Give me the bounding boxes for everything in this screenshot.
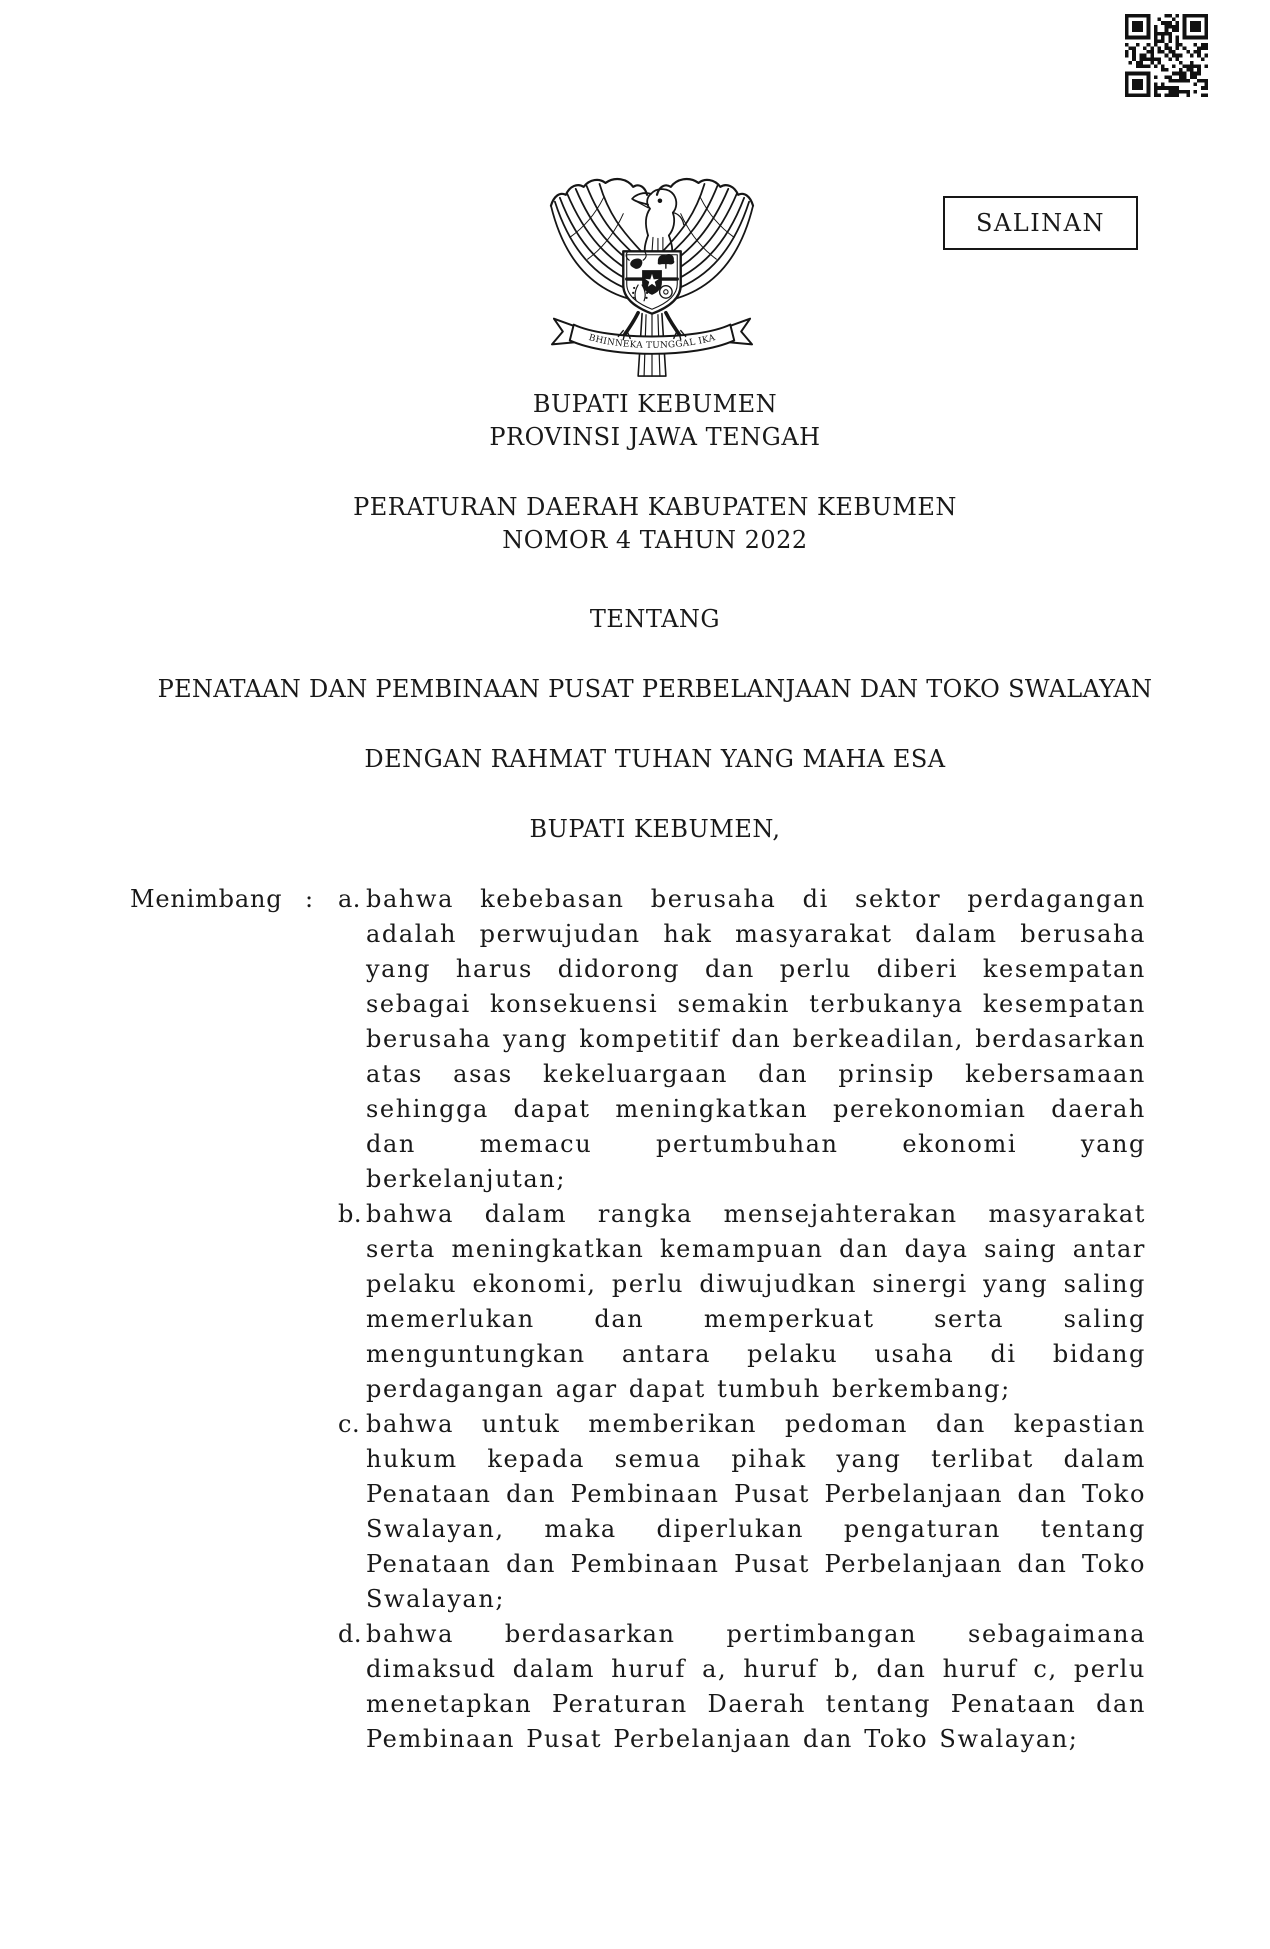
considering-list: [338, 882, 1146, 1757]
letterhead-province: PROVINSI JAWA TENGAH: [489, 423, 821, 451]
considering-label: Menimbang: [130, 885, 283, 913]
considering-item: [338, 1407, 1146, 1617]
item-marker: b.: [338, 1200, 362, 1228]
garuda-pancasila-emblem: [546, 176, 758, 386]
regulation-name: PERATURAN DAERAH KABUPATEN KEBUMEN: [353, 493, 957, 521]
item-marker: d.: [338, 1620, 362, 1648]
item-text: bahwa kebebasan berusaha di sektor perdagangan adalah perwujudan hak masyarakat dalam berusaha yang harus didorong dan perlu diberi kesempatan sebagai konsekuensi semakin terbukanya kesempatan berusaha yang kompetitif dan berkeadilan, berdasarkan atas asas kekeluargaan dan prinsip kebersamaan sehingga dapat meningkatkan perekonomian daerah dan memacu pertumbuhan ekonomi yang berkelanjutan;: [366, 885, 1146, 1193]
item-text: bahwa untuk memberikan pedoman dan kepastian hukum kepada semua pihak yang terlibat dalam Penataan dan Pembinaan Pusat Perbelanjaan dan Toko Swalayan, maka diperlukan pengaturan tentang Penataan dan Pembinaan Pusat Perbelanjaan dan Toko Swalayan;: [366, 1410, 1146, 1613]
considering-item: [338, 1617, 1146, 1757]
tentang-heading: TENTANG: [589, 605, 721, 633]
considering-section: [130, 882, 1146, 1757]
emblem-motto: BHINNEKA TUNGGAL IKA: [587, 333, 717, 351]
invocation-heading: DENGAN RAHMAT TUHAN YANG MAHA ESA: [364, 745, 946, 773]
salinan-stamp: [943, 196, 1138, 250]
item-text: bahwa dalam rangka mensejahterakan masyarakat serta meningkatkan kemampuan dan daya saing antar pelaku ekonomi, perlu diwujudkan sinergi yang saling memerlukan dan memperkuat serta saling menguntungkan antara pelaku usaha di bidang perdagangan agar dapat tumbuh berkembang;: [366, 1200, 1146, 1403]
considering-item: [338, 1197, 1146, 1407]
regulation-number: NOMOR 4 TAHUN 2022: [502, 526, 808, 554]
qr-code: [1125, 14, 1208, 97]
letterhead: [140, 388, 1170, 454]
letterhead-office: BUPATI KEBUMEN: [532, 390, 778, 418]
salinan-label: SALINAN: [975, 209, 1106, 237]
subject-heading: PENATAAN DAN PEMBINAAN PUSAT PERBELANJAAN DAN TOKO SWALAYAN: [157, 675, 1153, 703]
considering-colon: :: [305, 885, 314, 913]
regulation-title: [140, 491, 1170, 557]
item-marker: a.: [338, 885, 361, 913]
considering-item: [338, 882, 1146, 1197]
item-text: bahwa berdasarkan pertimbangan sebagaimana dimaksud dalam huruf a, huruf b, dan huruf c, perlu menetapkan Peraturan Daerah tentang Penataan dan Pembinaan Pusat Perbelanjaan dan Toko Swalayan;: [366, 1620, 1146, 1753]
authority-heading: BUPATI KEBUMEN,: [529, 815, 781, 843]
item-marker: c.: [338, 1410, 361, 1438]
